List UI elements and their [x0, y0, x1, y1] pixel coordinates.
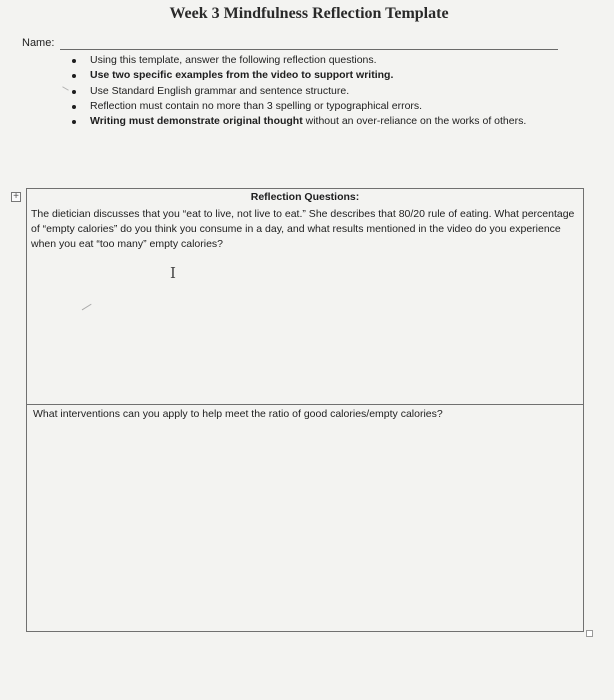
- question-cell-1[interactable]: [27, 189, 583, 405]
- list-item: Reflection must contain no more than 3 spelling or typographical errors.: [70, 99, 526, 114]
- reflection-table: [26, 188, 584, 632]
- name-field-line[interactable]: [60, 49, 558, 50]
- stray-mark: [62, 86, 69, 90]
- table-move-handle-icon[interactable]: +: [11, 192, 21, 202]
- list-item: Use Standard English grammar and sentence structure.: [70, 84, 526, 99]
- instructions-list: [70, 53, 526, 129]
- question-2-text: What interventions can you apply to help meet the ratio of good calories/empty calories?: [33, 408, 443, 420]
- name-label: Name:: [22, 37, 55, 49]
- list-item: Writing must demonstrate original thought without an over-reliance on the works of others.: [70, 114, 526, 129]
- question-1-text: The dietician discusses that you “eat to live, not live to eat.” She describes that 80/20 rule of eating. What percentage of “empty calories” do you think you consume in a day, and what results mentioned in the video do you experience when you eat “too many” empty calories?: [31, 208, 575, 250]
- list-item: Using this template, answer the following reflection questions.: [70, 53, 526, 68]
- document-title: Week 3 Mindfulness Reflection Template: [169, 5, 449, 22]
- table-resize-handle[interactable]: [586, 630, 593, 637]
- text-cursor-icon: I: [170, 264, 176, 282]
- list-item: Use two specific examples from the video to support writing.: [70, 68, 526, 83]
- reflection-heading: Reflection Questions:: [250, 191, 360, 203]
